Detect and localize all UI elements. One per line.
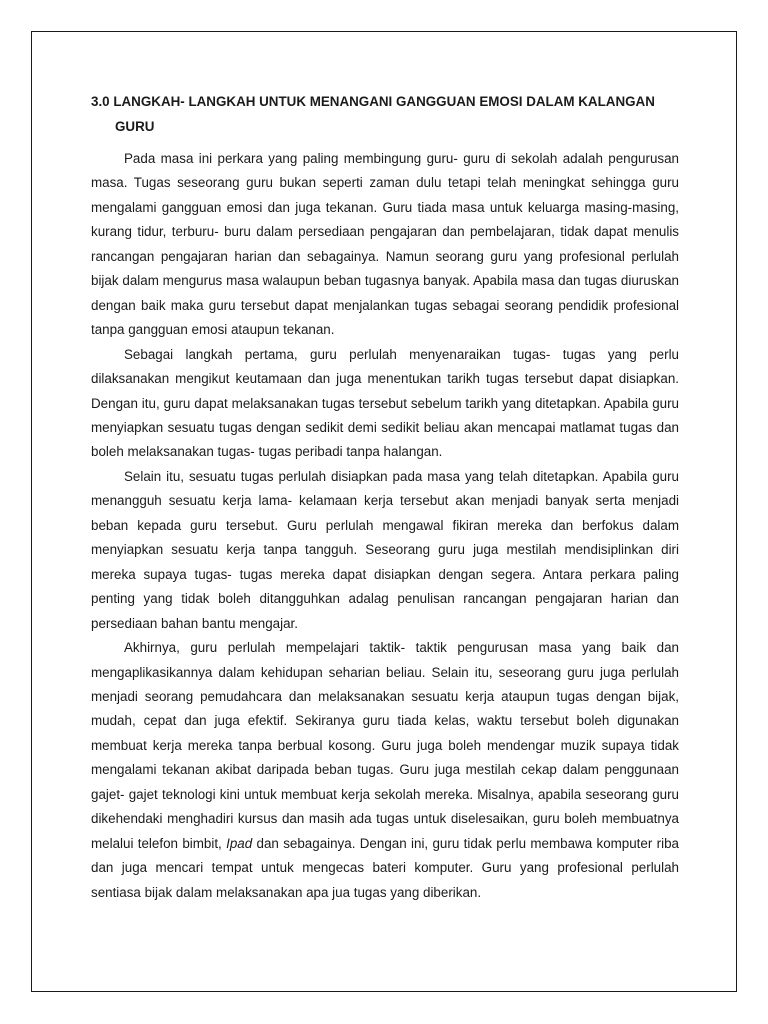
paragraph-4-text-start: Akhirnya, guru perlulah mempelajari taktik- taktik pengurusan masa yang baik dan mengaplikasikannya dalam kehidupan seharian beliau. Selain itu, seseorang guru juga perlulah menjadi seorang pemudahcara dan melaksanakan sesuatu kerja ataupun tugas dengan bijak, mudah, cepat dan juga efektif. Sekiranya guru tiada kelas, waktu tersebut boleh digunakan membuat kerja mereka tanpa berbual kosong. Guru juga boleh mendengar muzik supaya tidak mengalami tekanan akibat daripada beban tugas. Guru juga mestilah cekap dalam penggunaan gajet- gajet teknologi kini untuk membuat kerja sekolah mereka. Misalnya, apabila seseorang guru dikehendaki menghadiri kursus dan masih ada tugas untuk diselesaikan, guru boleh membuatnya melalui telefon bimbit,: [91, 640, 679, 851]
paragraph-3: Selain itu, sesuatu tugas perlulah disiapkan pada masa yang telah ditetapkan. Apabila guru menangguh sesuatu kerja lama- kelamaan kerja tersebut akan menjadi banyak serta menjadi beban kepada guru tersebut. Guru perlulah mengawal fikiran mereka dan berfokus dalam menyiapkan sesuatu kerja tanpa tangguh. Seseorang guru juga mestilah mendisiplinkan diri mereka supaya tugas- tugas mereka dapat disiapkan dengan segera. Antara perkara paling penting yang tidak boleh ditangguhkan adalag penulisan rancangan pengajaran harian dan persediaan bahan bantu mengajar.: [91, 468, 679, 631]
paragraph-4-italic-term: Ipad: [226, 835, 253, 851]
paragraph-4: [91, 636, 679, 905]
document-body: [91, 147, 679, 905]
document-content: [91, 89, 679, 905]
paragraph-1: Pada masa ini perkara yang paling membingung guru- guru di sekolah adalah pengurusan masa. Tugas seseorang guru bukan seperti zaman dulu tetapi telah meningkat sehingga guru mengalami gangguan emosi dan juga tekanan. Guru tiada masa untuk keluarga masing-masing, kurang tidur, terburu- buru dalam persediaan pengajaran dan pembelajaran, tidak dapat menulis rancangan pengajaran harian dan sebagainya. Namun seorang guru yang profesional perlulah bijak dalam mengurus masa walaupun beban tugasnya banyak. Apabila masa dan tugas diuruskan dengan baik maka guru tersebut dapat menjalankan tugas sebagai seorang pendidik profesional tanpa gangguan emosi ataupun tekanan.: [91, 151, 679, 338]
paragraph-2: Sebagai langkah pertama, guru perlulah menyenaraikan tugas- tugas yang perlu dilaksanakan mengikut keutamaan dan juga menentukan tarikh tugas tersebut dapat disiapkan. Dengan itu, guru dapat melaksanakan tugas tersebut sebelum tarikh yang ditetapkan. Apabila guru menyiapkan sesuatu tugas dengan sedikit demi sedikit beliau akan mencapai matlamat tugas dan boleh melaksanakan tugas- tugas peribadi tanpa halangan.: [91, 346, 679, 460]
section-heading: 3.0 LANGKAH- LANGKAH UNTUK MENANGANI GANGGUAN EMOSI DALAM KALANGAN GURU: [91, 94, 655, 134]
paragraph-4-text-end: dan sebagainya. Dengan ini, guru tidak perlu membawa komputer riba dan juga mencari tempat untuk mengecas bateri komputer. Guru yang profesional perlulah sentiasa bijak dalam melaksanakan apa jua tugas yang diberikan.: [91, 835, 679, 900]
